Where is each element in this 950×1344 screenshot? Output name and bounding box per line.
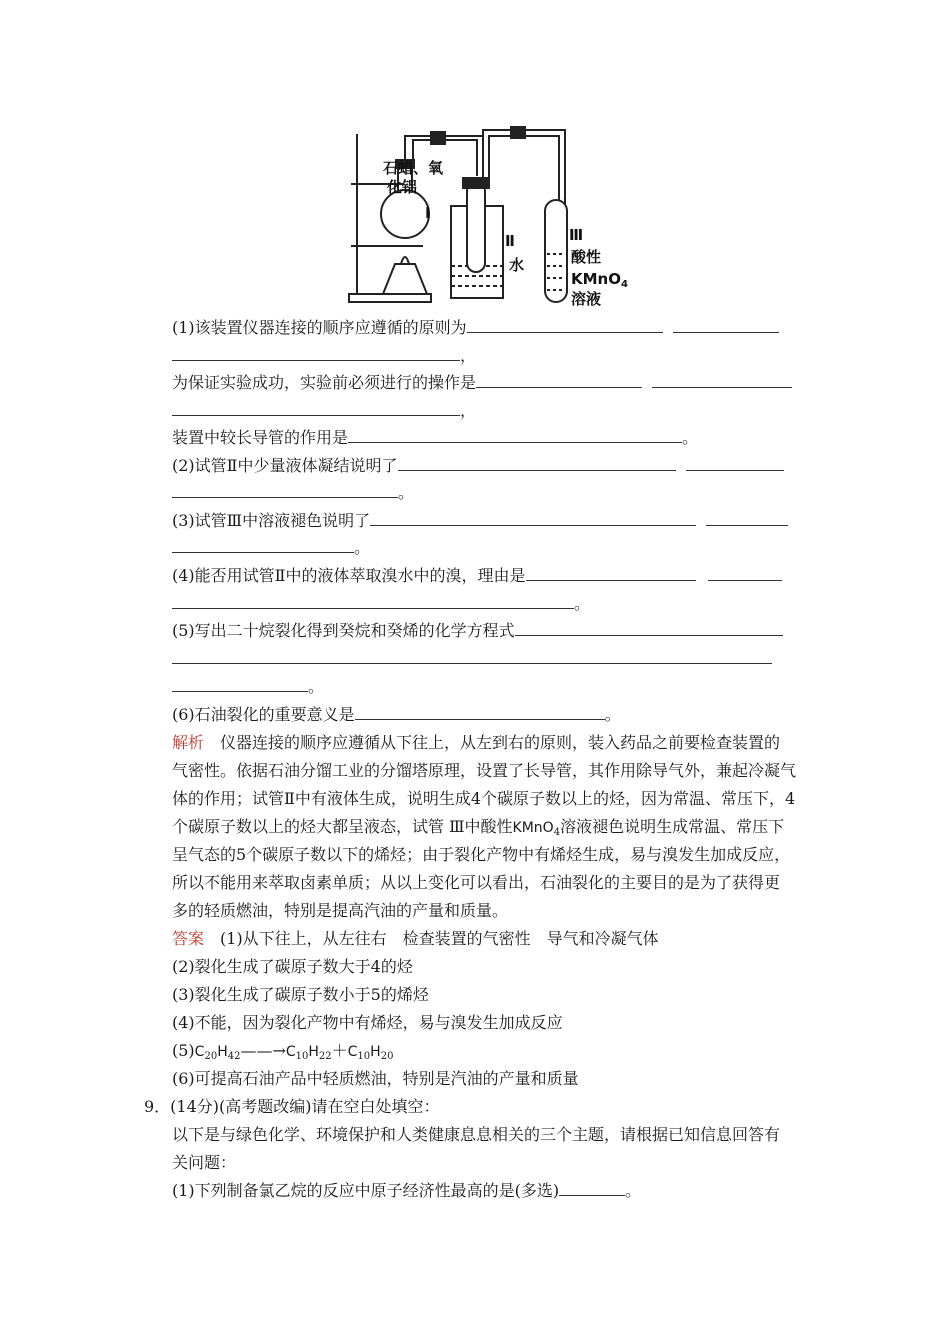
answer-line-3: (3)裂化生成了碳原子数小于5的烯烃 — [172, 985, 429, 1004]
diagram-label-solution: 溶液 — [571, 290, 602, 308]
reaction-arrow: ——→ — [240, 1041, 286, 1060]
diagram-label-paraffin: 石蜡、氧 — [383, 159, 444, 177]
question-2-line-1: (2)试管Ⅱ中少量液体凝结说明了 — [172, 456, 784, 476]
answer-line-4: (4)不能，因为裂化产物中有烯烃，易与溴发生加成反应 — [172, 1013, 563, 1032]
question-9-line-2: 关问题： — [172, 1153, 237, 1172]
diagram-label-kmno4: KMnO$_4$ — [571, 270, 628, 290]
diagram-label-I: I — [425, 204, 431, 222]
diagram-label-II: Ⅱ — [505, 232, 515, 250]
question-5-line-3: 。 — [172, 677, 324, 697]
apparatus-diagram — [343, 126, 643, 308]
analysis-line-5: 呈气态的5个碳原子数以下的烯烃；由于裂化产物中有烯烃生成，易与溴发生加成反应， — [172, 845, 791, 864]
question-2-line-2: 。 — [172, 483, 414, 503]
answer-line-1: 答案 (1)从下往上，从左往右 检查装置的气密性 导气和冷凝气体 — [172, 929, 659, 948]
question-9-heading: 9．(14分)(高考题改编)请在空白处填空： — [144, 1097, 440, 1116]
answer-line-2: (2)裂化生成了碳原子数大于4的烃 — [172, 957, 413, 976]
question-3-line-2: 。 — [172, 538, 370, 558]
analysis-line-2: 气密性。依据石油分馏工业的分馏塔原理，设置了长导管，其作用除导气外，兼起冷凝气 — [172, 761, 797, 780]
answer-line-6: (6)可提高石油产品中轻质燃油，特别是汽油的产量和质量 — [172, 1069, 579, 1088]
question-5-line-2 — [172, 649, 772, 669]
analysis-line-7: 多的轻质燃油，特别是提高汽油的产量和质量。 — [172, 901, 509, 920]
question-1-line-1: (1)该装置仪器连接的顺序应遵循的原则为 — [172, 318, 779, 338]
answer-line-5: $(5)C_{20}H_{42}——\to C_{10}H_{22}+C_{10}H_{20}$ — [172, 1041, 394, 1062]
analysis-line-1: 解析 仪器连接的顺序应遵循从下往上，从左到右的原则，装入药品之前要检查装置的 — [172, 733, 781, 752]
diagram-label-III: Ⅲ — [569, 226, 584, 244]
question-9-line-3: (1)下列制备氯乙烷的反应中原子经济性最高的是(多选) 。 — [172, 1181, 642, 1200]
question-3-line-1: (3)试管Ⅲ中溶液褪色说明了 — [172, 511, 788, 531]
question-1-line-4: ， — [172, 401, 476, 421]
question-6-line-1: (6)石油裂化的重要意义是 。 — [172, 705, 621, 724]
analysis-line-3: 体的作用；试管Ⅱ中有液体生成，说明生成4个碳原子数以上的烃，因为常温、常压下，4 — [172, 789, 796, 808]
diagram-label-water: 水 — [509, 256, 525, 274]
analysis-line-6: 所以不能用来萃取卤素单质；从以上变化可以看出，石油裂化的主要目的是为了获得更 — [172, 873, 781, 892]
diagram-label-acid: 酸性 — [571, 248, 602, 266]
diagram-label-alumina: 化铝 — [387, 178, 418, 196]
question-1-line-2: ， — [172, 346, 476, 366]
question-1-line-3: 为保证实验成功，实验前必须进行的操作是 — [172, 373, 792, 393]
question-1-line-5: 装置中较长导管的作用是 。 — [172, 428, 699, 447]
question-4-line-1: (4)能否用试管Ⅱ中的液体萃取溴水中的溴，理由是 — [172, 566, 782, 586]
question-4-line-2: 。 — [172, 594, 590, 614]
analysis-line-4: 个碳原子数以上的烃大都呈液态，试管 Ⅲ中酸性KMnO$_4$溶液褪色说明生成常温、常压下 — [172, 817, 785, 838]
question-5-line-1: (5)写出二十烷裂化得到癸烷和癸烯的化学方程式 — [172, 621, 783, 641]
analysis-label: 解析 — [172, 733, 205, 752]
answer-label: 答案 — [172, 929, 205, 948]
question-9-line-1: 以下是与绿色化学、环境保护和人类健康息息相关的三个主题，请根据已知信息回答有 — [172, 1125, 781, 1144]
